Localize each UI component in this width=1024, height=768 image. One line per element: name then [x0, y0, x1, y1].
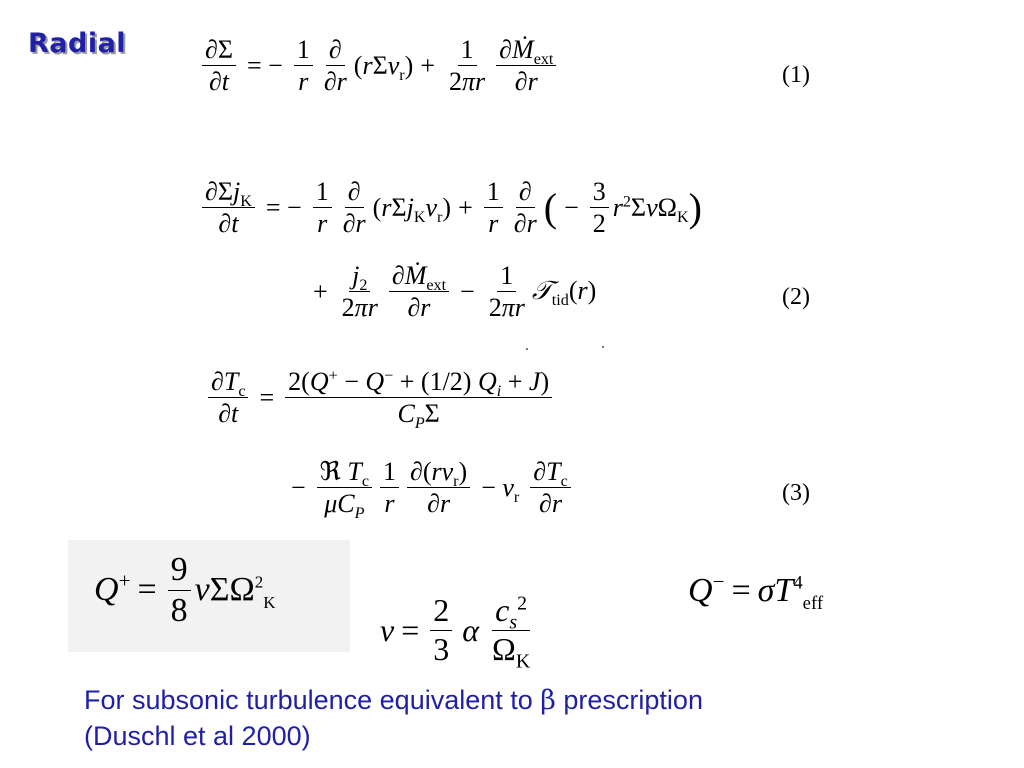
- equation-3-temperature-line2: − $\frac{ℜ T_c}{\mu C_P}$ $\frac{1}{r}$ $\frac{\partial(rv_r)}{\partial r}$ − $v_r$ $\frac{\partial T_c}{\partial r}$: [284, 458, 575, 518]
- beta-symbol: β: [540, 685, 556, 716]
- equation-viscosity: ν = $\frac{2}{3}$ α $\frac{c_s^2}{\Omega_K}$: [380, 592, 531, 672]
- equation-number-3: (3): [782, 480, 810, 506]
- equation-1-surface-density: $\frac{\partial\Sigma}{\partial t}$ = − $\frac{1}{r}$ $\frac{\partial}{\partial r}$ (rΣv$_r$) + $\frac{1}{2\pi r}$ $\frac{\partial Ṁ_{ext}}{\partial r}$: [198, 36, 560, 96]
- equation-2-angular-momentum-line2: + $\frac{j_2}{2\pi r}$ $\frac{\partial Ṁ_{ext}}{\partial r}$ − $\frac{1}{2\pi r}$ 𝒯$_{tid}$(r): [313, 261, 597, 323]
- speck: [602, 346, 604, 348]
- equation-number-1: (1): [782, 62, 810, 88]
- slide-title: Radial: [28, 28, 127, 59]
- caption: [84, 683, 703, 754]
- equation-viscous-heating: Q+ = $\frac{9}{8}$ νΣΩ$^2_K$: [94, 551, 276, 629]
- equation-3-temperature-line1: $\frac{\partial T_c}{\partial t}$ = $\frac{2(Q^+ - Q^- + (1/2) Q_i + J)}{C_P\Sigma}$: [204, 368, 556, 428]
- speck: [526, 348, 528, 350]
- equation-2-angular-momentum-line1: $\frac{\partial\Sigma j_K}{\partial t}$ = − $\frac{1}{r}$ $\frac{\partial}{\partial r}$ $(r\Sigma j_Kv_r)$ + $\frac{1}{r}$ $\frac{\partial}{\partial r}$ ( − $\frac{3}{2}$ $r^2\Sigma\nu\Omega_K$ ): [198, 178, 702, 238]
- caption-line-2: (Duschl et al 2000): [84, 720, 311, 751]
- caption-line-1: For subsonic turbulence equivalent to β prescription: [84, 685, 703, 716]
- equation-number-2: (2): [782, 284, 810, 310]
- equation-radiative-cooling: Q− = $\sigma T^4_{eff}$: [688, 569, 824, 614]
